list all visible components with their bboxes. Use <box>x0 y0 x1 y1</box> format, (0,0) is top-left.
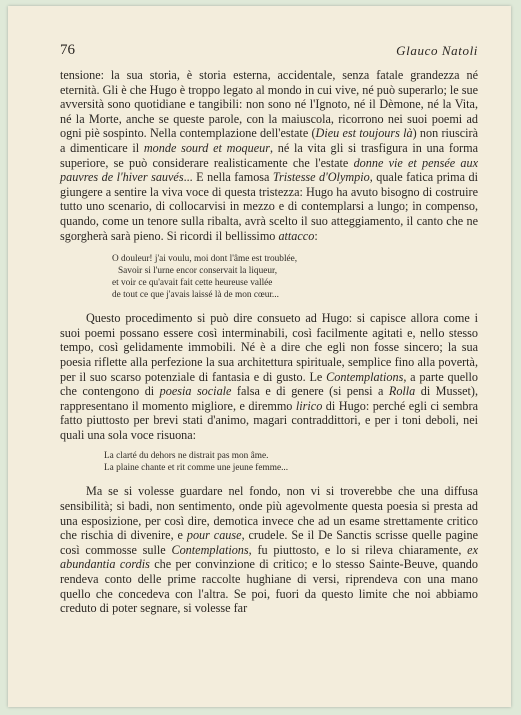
italic-title: Rolla <box>388 384 416 399</box>
italic-phrase: Dieu est toujours là <box>315 126 413 141</box>
italic-title: Contemplations <box>326 369 404 384</box>
verse-line: et voir ce qu'avait fait cette heureuse vallée <box>112 278 273 289</box>
verse-quote-1 <box>112 253 478 301</box>
italic-phrase: poesia sociale <box>159 384 232 399</box>
book-page <box>8 6 511 707</box>
paragraph-3: Ma se si volesse guardare nel fondo, non vi si troverebbe che una diffusa sensibilità; si badi, non sentimento, onde più agevolmente questa poesia si presta ad una esposizione, per così dire, demotica invece che ad un esame strettamente critico che rischia di divenire, e pour cause, crudele. Se il De Sanctis scrisse quelle pagine così commosse sulle Contemplations, fu piuttosto, e lo si rileva chiaramente, ex abundantia cordis che per convinzione di critico; e lo stesso Sainte-Beuve, quando rendeva conto delle prime raccolte hughiane di versi, riprendeva con una mano quello che concedeva con l'altra. Se poi, fuori da questo limite che noi abbiamo creduto di poter segnare, si volesse far <box>60 484 478 616</box>
body-text <box>60 68 478 616</box>
italic-title: Contemplations <box>171 542 249 557</box>
verse-line: de tout ce que j'avais laissé là de mon cœur... <box>112 290 279 301</box>
italic-phrase: lirico <box>295 398 323 413</box>
italic-phrase: monde sourd et moqueur <box>143 140 270 155</box>
italic-title: Tristesse d'Olympio <box>272 170 370 185</box>
italic-phrase: pour cause <box>186 528 242 543</box>
verse-line: La clarté du dehors ne distrait pas mon âme. <box>104 451 269 462</box>
italic-phrase: attacco <box>278 228 315 243</box>
running-head: Glauco Natoli <box>396 43 478 58</box>
verse-quote-2 <box>104 450 478 474</box>
italic-phrase: donne vie et pensée aux pauvres de l'hiver sauvés <box>60 155 478 185</box>
verse-line: O douleur! j'ai voulu, moi dont l'âme est troublée, <box>112 254 298 265</box>
paragraph-2: Questo procedimento si può dire consueto ad Hugo: si capisce allora come i suoi poemi possano essere così interminabili, così facilmente agitati e, nello stesso tempo, così gelidamente immobili. Né è a dire che egli non fosse sincero; la sua poesia riflette alla perfezione la sua architettura spirituale, semplice fino alla povertà, per il suo scarso potenziale di fantasia e di gusto. Le Contemplations, a parte quello che contengono di poesia sociale falsa e di genere (si pensi a Rolla di Musset), rappresentano il momento migliore, e diremmo lirico di Hugo: perché egli ci sembra fatto piuttosto per brevi stati d'animo, magari contraddittori, e per i toni deboli, nei quali una sola voce risuona: <box>60 311 479 442</box>
page-header <box>8 42 511 62</box>
verse-line: Savoir si l'urne encor conservait la liqueur, <box>118 266 278 277</box>
paragraph-1: tensione: la sua storia, è storia esterna, accidentale, senza fatale grandezza né eternità. Gli è che Hugo è troppo legato al mondo in cui vive, né può superarlo; le sue avversità sono quotidiane e tangibili: non sono né l'Ignoto, né il Dèmone, né la Vita, né la Morte, anche se queste parole, con la maiuscola, ricorrono nei suoi poemi ad ogni piè sospinto. Nella contemplazione dell'estate (Dieu est toujours là) non riuscirà a dimenticare il monde sourd et moqueur, né la vita gli si trasfigura in una forma superiore, se può considerare realisticamente che l'estate donne vie et pensée aux pauvres de l'hiver sauvés... E nella famosa Tristesse d'Olympio, quale fatica prima di giungere a sentire la viva voce di questa tristezza: Hugo ha avuto bisogno di costruire tutto uno scenario, di collocarvisi in mezzo e di contemplarsi a lungo; in compenso, quando, come un tenore sulla ribalta, avrà scelto il suo atteggiamento, il canto che ne sgorgherà sarà pieno. Si ricordi il bellissimo attacco: <box>60 68 479 243</box>
page-number: 76 <box>60 42 75 58</box>
italic-phrase: ex abundantia cordis <box>60 542 478 572</box>
verse-line: La plaine chante et rit comme une jeune femme... <box>104 463 289 474</box>
